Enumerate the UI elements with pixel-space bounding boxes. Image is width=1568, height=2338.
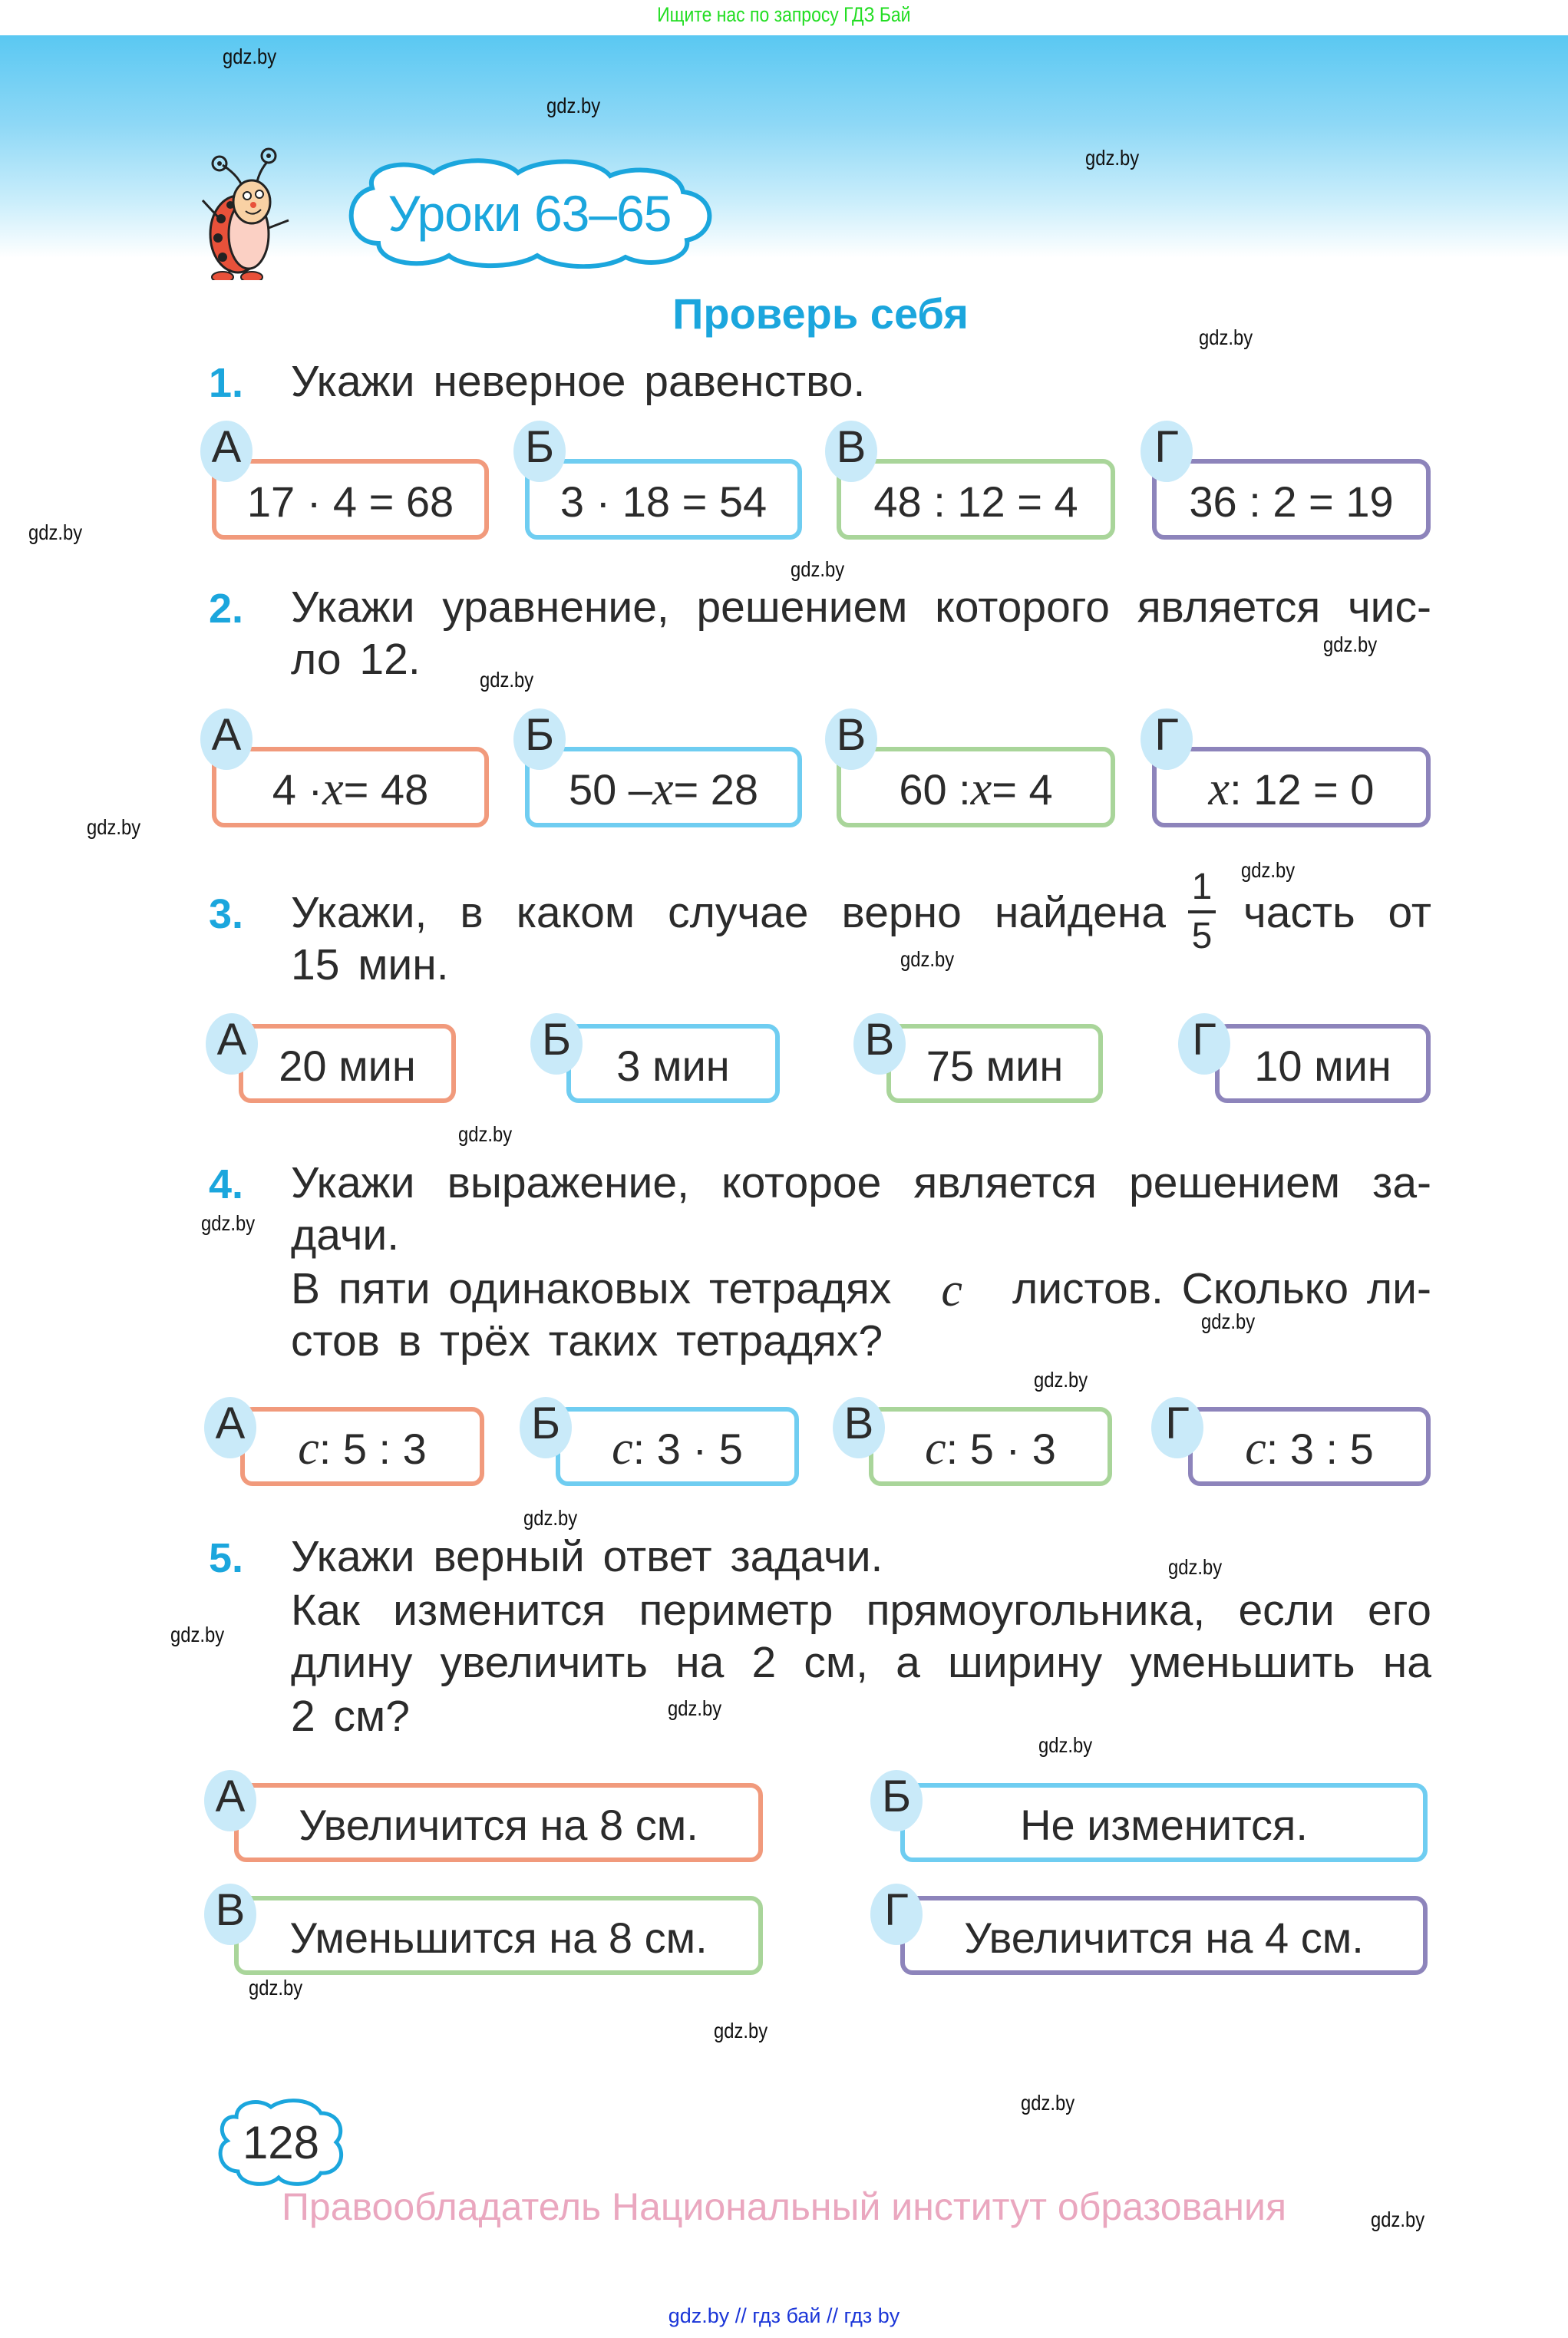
page-number-cloud xyxy=(213,2098,348,2187)
question-text: ло 12. xyxy=(291,635,421,684)
option-box-g[interactable]: x : 12 = 0 xyxy=(1152,747,1431,827)
top-banner-text: Ищите нас по запросу ГДЗ Бай xyxy=(657,3,911,26)
page-number: 128 xyxy=(242,2116,320,2168)
watermark: gdz.by xyxy=(249,1976,303,2000)
option-badge-g: Г xyxy=(1178,1013,1230,1075)
watermark: gdz.by xyxy=(546,94,601,117)
watermark: gdz.by xyxy=(668,1696,722,1720)
question-text: длину увеличить на 2 см, а ширину уменьшить на xyxy=(291,1638,1431,1687)
option-box-g[interactable]: Увеличится на 4 см. xyxy=(900,1896,1428,1975)
watermark: gdz.by xyxy=(1034,1368,1088,1392)
question-text: стов в трёх таких тетрадях? xyxy=(291,1316,883,1365)
question-number: 3. xyxy=(209,891,244,937)
question-text: Укажи уравнение, решением которого является чис- xyxy=(291,583,1431,632)
option-box-v[interactable]: c : 5 · 3 xyxy=(869,1407,1112,1486)
option-badge-b: Б xyxy=(513,708,566,770)
option-badge-a: А xyxy=(204,1770,256,1831)
option-badge-g: Г xyxy=(1151,1397,1203,1458)
option-box-a[interactable]: 20 мин xyxy=(239,1024,456,1103)
option-box-b[interactable]: 50 – x = 28 xyxy=(525,747,802,827)
option-box-a[interactable]: Увеличится на 8 см. xyxy=(234,1783,763,1862)
option-box-a[interactable]: c : 5 : 3 xyxy=(240,1407,484,1486)
section-title: Проверь себя xyxy=(672,289,969,338)
question-text: Укажи выражение, которое является решением за- xyxy=(291,1158,1431,1207)
question-text: 2 см? xyxy=(291,1692,410,1741)
option-badge-a: А xyxy=(200,421,253,482)
watermark: gdz.by xyxy=(714,2019,768,2042)
option-badge-b: Б xyxy=(520,1397,572,1458)
watermark: gdz.by xyxy=(223,45,277,68)
question-text: 15 мин. xyxy=(291,940,449,989)
watermark: gdz.by xyxy=(1241,858,1296,882)
option-box-g[interactable]: 36 : 2 = 19 xyxy=(1152,459,1431,540)
question-text: часть от xyxy=(1243,888,1431,937)
option-badge-g: Г xyxy=(870,1884,923,1945)
lesson-title: Уроки 63–65 xyxy=(388,184,672,242)
watermark: gdz.by xyxy=(28,520,83,544)
watermark: gdz.by xyxy=(1168,1555,1223,1579)
option-badge-b: Б xyxy=(513,421,566,482)
option-badge-g: Г xyxy=(1141,421,1193,482)
question-text: Укажи неверное равенство. xyxy=(291,357,866,406)
option-box-a[interactable]: 17 · 4 = 68 xyxy=(212,459,489,540)
watermark: gdz.by xyxy=(1371,2208,1425,2231)
option-badge-g: Г xyxy=(1141,708,1193,770)
watermark: gdz.by xyxy=(458,1122,513,1146)
option-badge-v: В xyxy=(204,1884,256,1945)
question-number: 2. xyxy=(209,586,244,632)
watermark: gdz.by xyxy=(1085,146,1140,170)
option-badge-v: В xyxy=(833,1397,885,1458)
option-box-v[interactable]: 60 : x = 4 xyxy=(837,747,1115,827)
question-text: Укажи, в каком случае верно найдена xyxy=(291,888,1166,937)
footer-links[interactable]: gdz.by // гдз бай // гдз by xyxy=(668,2304,900,2327)
option-badge-a: А xyxy=(204,1397,256,1458)
question-text: Как изменится периметр прямоугольника, если его xyxy=(291,1586,1431,1635)
watermark: gdz.by xyxy=(1021,2091,1075,2115)
option-box-g[interactable]: c : 3 : 5 xyxy=(1188,1407,1431,1486)
watermark: gdz.by xyxy=(791,557,845,581)
option-box-b[interactable]: 3 · 18 = 54 xyxy=(525,459,802,540)
option-badge-b: Б xyxy=(870,1770,923,1831)
question-number: 1. xyxy=(209,360,244,406)
ladybug-mascot-icon xyxy=(192,142,299,280)
option-box-v[interactable]: 48 : 12 = 4 xyxy=(837,459,1115,540)
question-number: 4. xyxy=(209,1161,244,1207)
option-badge-v: В xyxy=(853,1013,906,1075)
option-box-a[interactable]: 4 · x = 48 xyxy=(212,747,489,827)
watermark: gdz.by xyxy=(480,668,534,692)
watermark: gdz.by xyxy=(1201,1309,1256,1333)
fraction-one-fifth: 1 5 xyxy=(1188,867,1216,956)
option-badge-a: А xyxy=(200,708,253,770)
watermark: gdz.by xyxy=(900,947,955,971)
watermark: gdz.by xyxy=(523,1506,578,1530)
option-box-b[interactable]: 3 мин xyxy=(566,1024,780,1103)
option-box-v[interactable]: 75 мин xyxy=(886,1024,1103,1103)
watermark: gdz.by xyxy=(87,815,141,839)
question-text: Укажи верный ответ задачи. xyxy=(291,1532,883,1581)
lesson-title-cloud xyxy=(342,157,718,269)
question-text: В пяти одинаковых тетрадях c листов. Сколько ли- xyxy=(291,1264,1431,1316)
watermark: gdz.by xyxy=(1323,632,1378,656)
question-number: 5. xyxy=(209,1535,244,1581)
option-box-b[interactable]: Не изменится. xyxy=(900,1783,1428,1862)
watermark: gdz.by xyxy=(1199,325,1253,349)
watermark: gdz.by xyxy=(201,1211,256,1235)
option-badge-v: В xyxy=(825,421,877,482)
watermark: gdz.by xyxy=(1038,1733,1093,1757)
question-text: дачи. xyxy=(291,1210,400,1260)
copyright-notice: Правообладатель Национальный институт образования xyxy=(281,2185,1287,2228)
option-box-v[interactable]: Уменьшится на 8 см. xyxy=(234,1896,763,1975)
option-box-b[interactable]: c : 3 · 5 xyxy=(556,1407,799,1486)
option-box-g[interactable]: 10 мин xyxy=(1215,1024,1431,1103)
option-badge-a: А xyxy=(206,1013,258,1075)
option-badge-v: В xyxy=(825,708,877,770)
watermark: gdz.by xyxy=(170,1623,225,1646)
top-banner xyxy=(0,0,1568,35)
option-badge-b: Б xyxy=(530,1013,583,1075)
